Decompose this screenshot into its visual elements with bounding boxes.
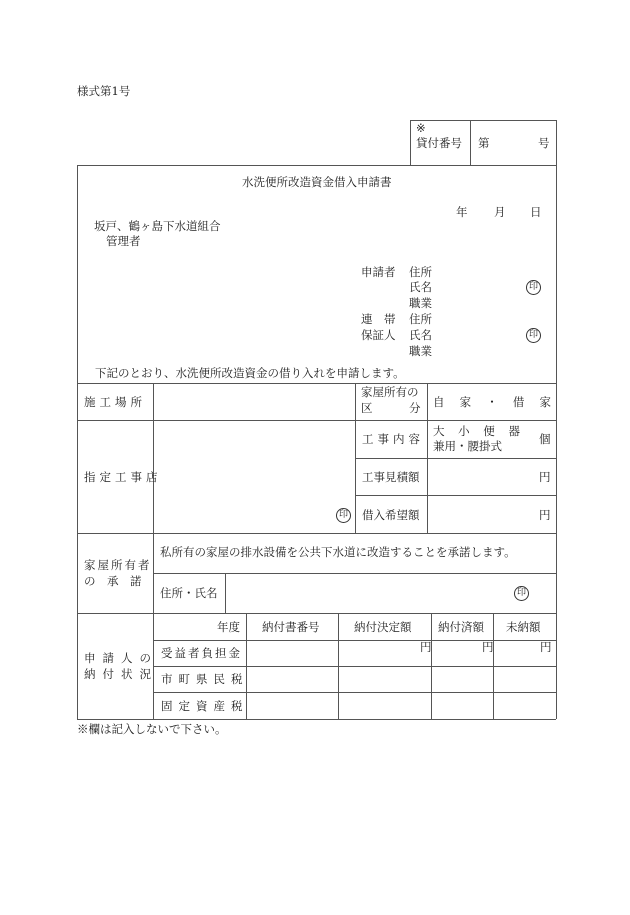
- work-content-line1: 大 小 便 器: [433, 424, 525, 438]
- addressee-org: 坂戸、鶴ヶ島下水道組合: [94, 219, 221, 233]
- cell-paid-unit: 円: [482, 640, 494, 654]
- estimate-unit: 円: [539, 470, 551, 484]
- guarantor-seal-icon: 印: [526, 328, 541, 343]
- guarantor-occupation-label: 職業: [409, 344, 432, 358]
- option-rent-1[interactable]: 借: [512, 395, 525, 409]
- option-rent-2[interactable]: 家: [539, 395, 551, 409]
- guarantor-role-1: 連 帯: [361, 312, 396, 326]
- work-unit: 個: [539, 432, 551, 446]
- ownership-label-2b: 分: [409, 401, 421, 415]
- ownership-label-2a: 区: [361, 401, 373, 415]
- option-own-1[interactable]: 自: [433, 395, 445, 409]
- consent-statement: 私所有の家屋の排水設備を公共下水道に改造することを承諾します。: [160, 545, 516, 559]
- note-mark: ※: [416, 121, 426, 135]
- row-label-resident-tax: 市町県民税: [161, 672, 249, 686]
- date-day[interactable]: 日: [530, 205, 542, 219]
- header-unpaid-amount: 未納額: [506, 620, 541, 634]
- consent-seal-icon: 印: [514, 586, 529, 601]
- loan-amount-input[interactable]: [428, 496, 536, 532]
- option-own-2[interactable]: 家: [459, 395, 472, 409]
- form-number: 様式第1号: [77, 84, 131, 98]
- form-title: 水洗便所改造資金借入申請書: [242, 175, 392, 189]
- cell-unpaid-unit: 円: [540, 640, 552, 654]
- loan-amount-unit: 円: [539, 508, 551, 522]
- footnote: ※欄は記入しないで下さい。: [77, 722, 227, 736]
- cell-decided-unit: 円: [420, 640, 432, 654]
- site-label: 施工場所: [84, 395, 146, 409]
- date-year[interactable]: 年: [456, 205, 468, 219]
- work-content-label: 工事内容: [362, 432, 424, 446]
- payment-label-2: 納付状況: [84, 667, 158, 681]
- loan-number-prefix: 第: [478, 136, 490, 150]
- header-decided-amount: 納付決定額: [354, 620, 412, 634]
- contractor-label: 指定工事店: [84, 470, 162, 484]
- consent-label-1: 家屋所有者: [84, 558, 152, 572]
- contractor-input[interactable]: [154, 421, 354, 533]
- addressee-title: 管理者: [106, 234, 141, 248]
- payment-label-1: 申請人の: [84, 651, 158, 665]
- consent-address-name-label: 住所・氏名: [160, 586, 218, 600]
- applicant-seal-icon: 印: [526, 280, 541, 295]
- estimate-input[interactable]: [428, 459, 536, 494]
- guarantor-name-label: 氏名: [409, 328, 432, 342]
- row-label-beneficiary-charge: 受益者負担金: [161, 646, 242, 660]
- option-separator: ・: [486, 395, 498, 409]
- applicant-occupation-label: 職業: [409, 296, 432, 310]
- header-paid-amount: 納付済額: [438, 620, 484, 634]
- row-label-property-tax: 固定資産税: [161, 699, 249, 713]
- date-month[interactable]: 月: [494, 205, 506, 219]
- work-content-line2: 兼用・腰掛式: [433, 439, 502, 453]
- ownership-options[interactable]: [433, 395, 551, 409]
- applicant-role: 申請者: [361, 265, 396, 279]
- estimate-label: 工事見積額: [362, 470, 420, 484]
- site-input[interactable]: [154, 384, 354, 420]
- header-fiscal-year: 年度: [217, 620, 240, 634]
- loan-number-suffix: 号: [538, 136, 550, 150]
- guarantor-address-label: 住所: [409, 312, 432, 326]
- guarantor-role-2: 保証人: [361, 328, 396, 342]
- applicant-address-label: 住所: [409, 265, 432, 279]
- applicant-name-label: 氏名: [409, 280, 432, 294]
- header-notice-number: 納付書番号: [262, 620, 320, 634]
- consent-address-name-input[interactable]: [226, 574, 511, 612]
- contractor-seal-icon: 印: [336, 508, 351, 523]
- consent-label-2: の 承 諾: [84, 574, 142, 588]
- application-statement: 下記のとおり、水洗便所改造資金の借り入れを申請します。: [95, 366, 405, 380]
- loan-number-label: 貸付番号: [416, 136, 462, 150]
- loan-amount-label: 借入希望額: [362, 508, 420, 522]
- ownership-label-1: 家屋所有の: [361, 385, 419, 399]
